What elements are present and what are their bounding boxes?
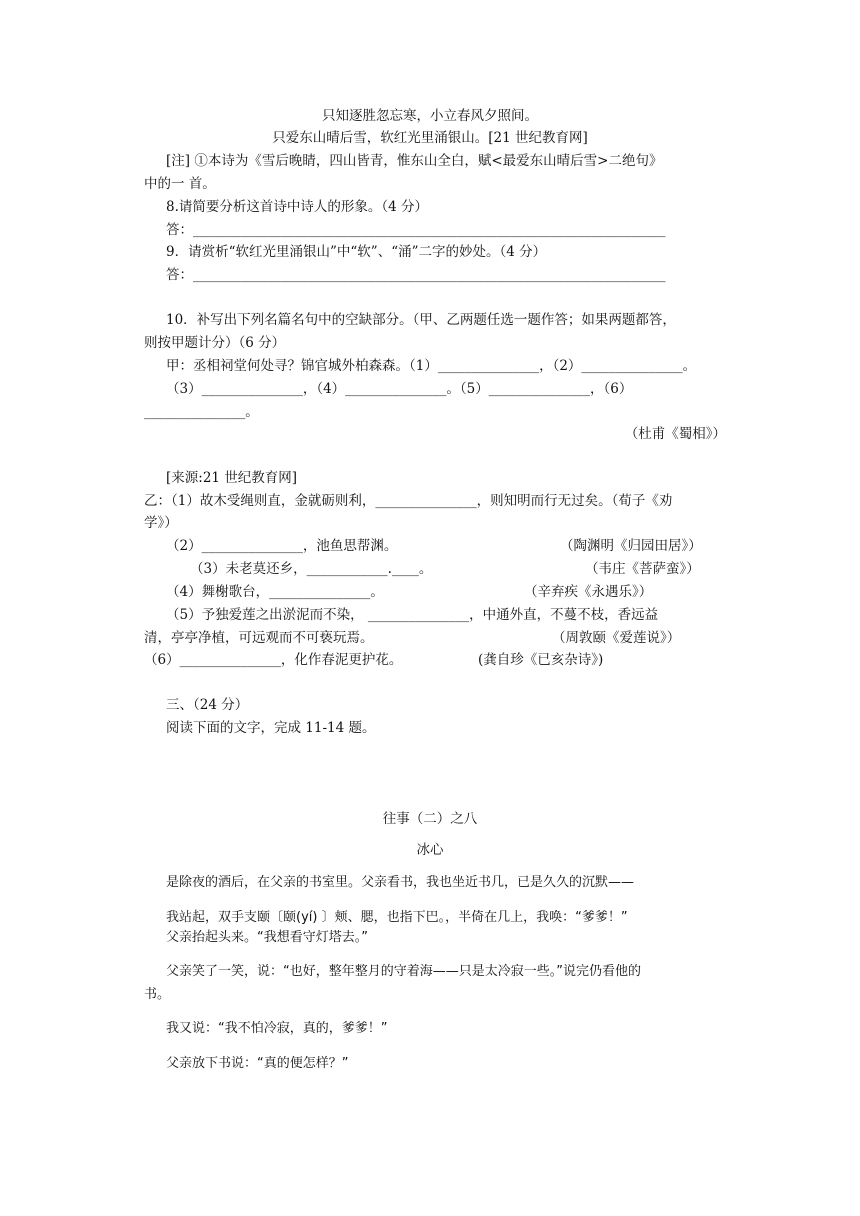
article-para-3-line-1: 父亲笑了一笑，说：“也好，整年整月的守着海——只是太冷寂一些。”说完仍看他的 xyxy=(166,964,641,979)
yi-line-5: （5）予独爱莲之出淤泥而不染， _______________，中通外直，不蔓不枝，香远益 xyxy=(166,607,659,623)
question-10-intro: 10．补写出下列名篇名句中的空缺部分。（甲、乙两题任选一题作答；如果两题都答， xyxy=(166,312,676,328)
yi-line-6: （6）_______________，化作春泥更护花。 xyxy=(144,652,403,668)
section-3-heading: 三、（24 分） xyxy=(166,697,249,713)
question-9: 9．请赏析“软红光里涌银山”中“软”、“涌”二字的妙处。（4 分） xyxy=(166,244,547,260)
yi-line-1: 乙：（1）故木受绳则直，金就砺则利，_______________，则知明而行无过矣。（荀子《劝 xyxy=(144,493,673,509)
answer-8: 答：______________________________________________________________________ xyxy=(166,222,666,238)
jia-line-2: （3）_______________，（4）_______________。（5）_______________，（6） xyxy=(166,381,633,397)
yi-line-1-cont: 学》） xyxy=(144,515,178,531)
yi-line-3-source: （韦庄《菩萨蛮》） xyxy=(585,561,700,577)
article-para-1: 是除夜的酒后，在父亲的书室里。父亲看书，我也坐近书几，已是久久的沉默—— xyxy=(166,875,635,890)
section-3-instruction: 阅读下面的文字，完成 11-14 题。 xyxy=(166,720,376,736)
yi-line-4-source: （辛弃疾《永遇乐》） xyxy=(524,584,653,600)
yi-line-2-source: （陶渊明《归园田居》） xyxy=(560,538,702,554)
jia-line-1: 甲：丞相祠堂何处寻？锦官城外柏森森。（1）_______________，（2）_______________。 xyxy=(166,358,697,374)
jia-source: （杜甫《蜀相》） xyxy=(624,426,726,442)
poem-line-1: 只知逐胜忽忘寒，小立春风夕照间。 xyxy=(322,108,538,124)
source-tag: [来源:21 世纪教育网] xyxy=(166,470,298,486)
jia-line-3: _______________。 xyxy=(144,404,259,420)
article-para-5: 父亲放下书说：“真的便怎样？” xyxy=(166,1056,349,1071)
yi-line-5-cont: 清，亭亭净植，可远观而不可亵玩焉。 xyxy=(144,630,374,646)
article-title: 往事（二）之八 xyxy=(382,811,478,827)
poem-line-2: 只爱东山晴后雪，软红光里涌银山。[21 世纪教育网] xyxy=(272,130,588,146)
article-author: 冰心 xyxy=(416,842,444,858)
yi-line-3: （3）未老莫还乡，____________.____。 xyxy=(190,561,433,577)
question-8: 8.请简要分析这首诗中诗人的形象。（4 分） xyxy=(166,199,429,215)
note-line-2: 中的一 首。 xyxy=(144,176,216,192)
answer-9: 答：______________________________________________________________________ xyxy=(166,267,666,283)
note-line-1: [注] ①本诗为《雪后晚睛，四山皆青，惟东山全白，赋<最爱东山晴后雪>二绝句》 xyxy=(166,153,663,169)
yi-line-5-source: （周敦颐《爱莲说》） xyxy=(552,630,681,646)
article-para-2-line-1: 我站起，双手支颐〔颐(yí) 〕颊、腮，也指下巴。，半倚在几上，我唤：“爹爹！” xyxy=(166,910,628,925)
yi-line-4: （4）舞榭歌台，_______________。 xyxy=(166,584,384,600)
yi-line-6-source: (龚自珍《已亥杂诗》) xyxy=(478,652,604,668)
article-para-4: 我又说：“我不怕冷寂，真的，爹爹！” xyxy=(166,1021,388,1036)
article-para-2-line-2: 父亲抬起头来。“我想看守灯塔去。” xyxy=(166,930,368,945)
question-10-intro-cont: 则按甲题计分）（6 分） xyxy=(144,335,286,351)
article-para-3-line-2: 书。 xyxy=(144,987,171,1002)
yi-line-2: （2）_______________，池鱼思帮渊。 xyxy=(166,538,398,554)
